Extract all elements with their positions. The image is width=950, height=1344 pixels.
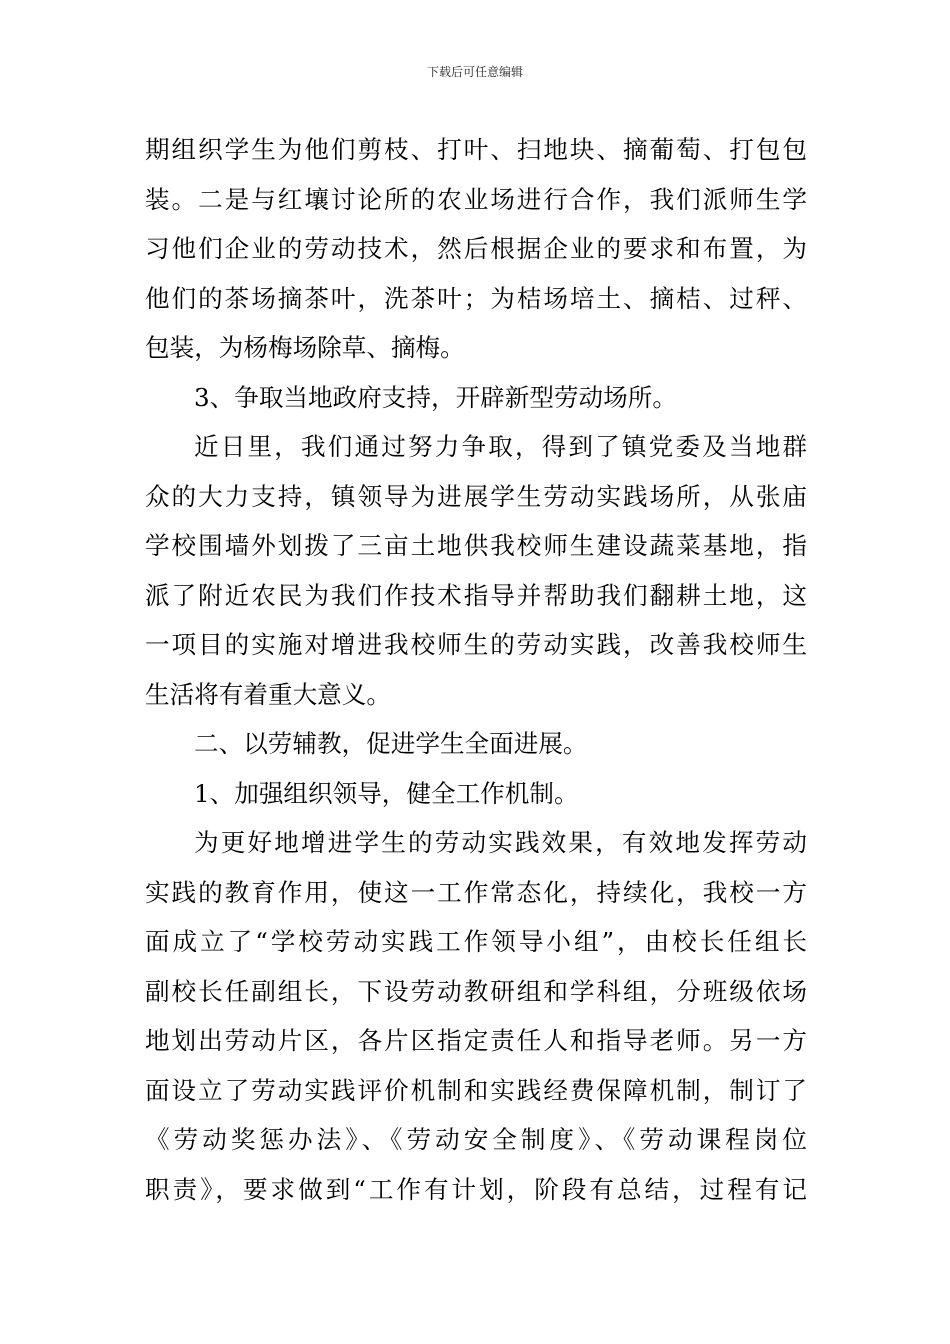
text-line-8: 众的大力支持，镇领导为进展学生劳动实践场所，从张庙 — [145, 481, 807, 511]
text-line-18: 副校长任副组长，下设劳动教研组和学科组，分班级依场 — [145, 976, 807, 1006]
text-line-20: 面设立了劳动实践评价机制和实践经费保障机制，制订了 — [145, 1075, 807, 1105]
text-line-7: 近日里，我们通过努力争取，得到了镇党委及当地群 — [194, 432, 807, 461]
text-line-17: 面成立了“学校劳动实践工作领导小组”，由校长任组长 — [145, 927, 807, 956]
document-body — [145, 125, 807, 1214]
section-heading-2: 二、以劳辅教，促进学生全面进展。 — [194, 729, 588, 758]
text-line-5: 包装，为杨梅场除草、摘梅。 — [145, 333, 465, 362]
text-line-9: 学校围墙外划拨了三亩土地供我校师生建设蔬菜基地，指 — [145, 531, 807, 560]
text-line-3: 习他们企业的劳动技术，然后根据企业的要求和布置，为 — [145, 234, 807, 263]
text-line-2: 装。二是与红壤讨论所的农业场进行合作，我们派师生学 — [145, 184, 807, 214]
section-heading-3: 3、争取当地政府支持，开辟新型劳动场所。 — [194, 382, 677, 412]
page-header: 下载后可任意编辑 — [426, 65, 523, 79]
text-line-4: 他们的茶场摘茶叶，洗茶叶；为桔场培土、摘桔、过秤、 — [145, 283, 807, 313]
text-line-10: 派了附近农民为我们作技术指导并帮助我们翻耕土地，这 — [145, 580, 807, 610]
text-line-16: 实践的教育作用，使这一工作常态化，持续化，我校一方 — [145, 877, 807, 907]
text-line-11: 一项目的实施对增进我校师生的劳动实践，改善我校师生 — [145, 630, 807, 659]
text-line-1: 期组织学生为他们剪枝、打叶、扫地块、摘葡萄、打包包 — [145, 135, 807, 164]
subsection-heading-1: 1、加强组织领导，健全工作机制。 — [194, 778, 579, 808]
text-line-12: 生活将有着重大意义。 — [145, 679, 391, 709]
text-line-15: 为更好地增进学生的劳动实践效果，有效地发挥劳动 — [194, 828, 807, 857]
text-line-22: 职责》，要求做到“工作有计划，阶段有总结，过程有记 — [145, 1174, 807, 1204]
text-line-19: 地划出劳动片区，各片区指定责任人和指导老师。另一方 — [145, 1026, 807, 1055]
text-line-21: 《劳动奖惩办法》、《劳动安全制度》、《劳动课程岗位 — [145, 1125, 807, 1154]
